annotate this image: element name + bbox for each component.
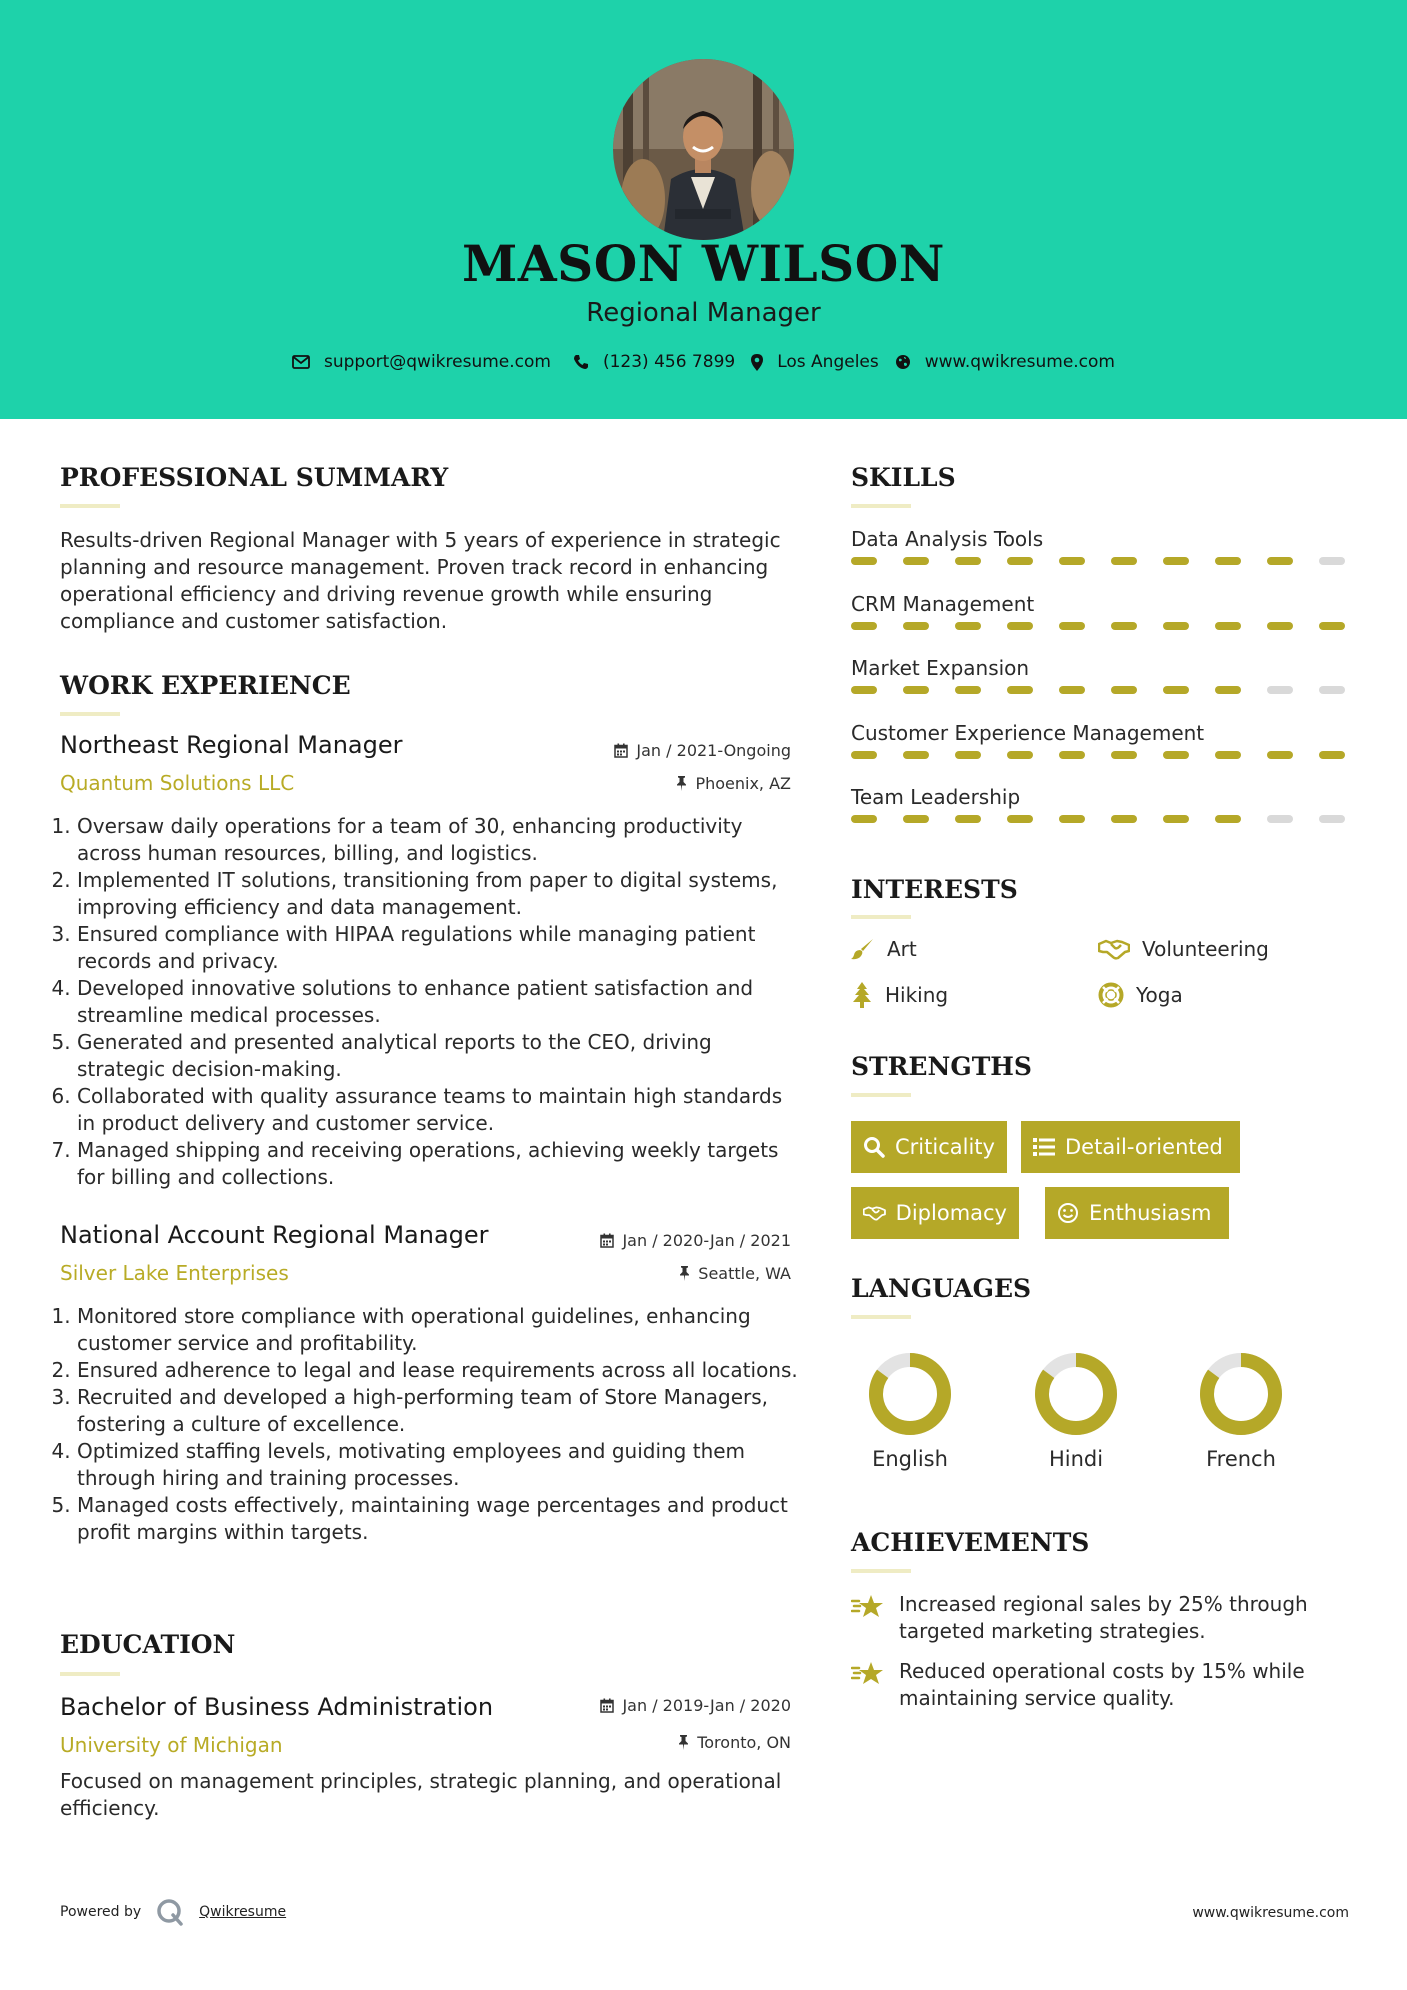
list-item: 4. Optimized staffing levels, motivating employees and guiding them through hiring and training processes.: [77, 1438, 804, 1492]
skill-row: [851, 656, 1349, 694]
strength-tag-diplomacy: [851, 1187, 1019, 1239]
skill-dot: [903, 751, 929, 759]
strengths-heading: STRENGTHS: [851, 1052, 1032, 1081]
skill-dot: [1215, 622, 1241, 630]
list-item: 3. Ensured compliance with HIPAA regulations while managing patient records and privacy.: [77, 921, 804, 975]
job-title: Northeast Regional Manager: [60, 731, 403, 759]
skill-name: Market Expansion: [851, 656, 1030, 680]
calendar-icon: [614, 743, 628, 758]
skill-dot: [1267, 622, 1293, 630]
skill-dot: [1111, 751, 1137, 759]
skill-row: [851, 592, 1349, 630]
job-location-text: Seattle, WA: [698, 1264, 791, 1283]
skill-dot: [1111, 622, 1137, 630]
achievement-item: [851, 1658, 1331, 1712]
interest-item-yoga: [1098, 982, 1183, 1008]
skill-dot: [1215, 815, 1241, 823]
achievement-text: Reduced operational costs by 15% while maintaining service quality.: [899, 1659, 1305, 1710]
interest-item-art: [851, 937, 917, 961]
skill-dot: [851, 686, 877, 694]
phone-text: (123) 456 7899: [602, 352, 736, 372]
strengths-divider: [851, 1093, 911, 1097]
skill-dot: [1319, 622, 1345, 630]
language-proficiency-ring: [1031, 1349, 1121, 1439]
skill-dot: [1163, 622, 1189, 630]
skill-dot: [1163, 686, 1189, 694]
skill-row: [851, 785, 1349, 823]
handshake-icon: [863, 1202, 886, 1224]
profile-photo: [613, 59, 794, 240]
skill-dot: [1319, 751, 1345, 759]
skill-dot: [1007, 557, 1033, 565]
strength-label: Criticality: [895, 1135, 995, 1159]
interest-label: Yoga: [1136, 983, 1183, 1007]
strength-tag-detail-oriented: [1021, 1121, 1240, 1173]
interests-heading: INTERESTS: [851, 875, 1018, 904]
language-proficiency-ring: [1196, 1349, 1286, 1439]
list-item: 3. Recruited and developed a high-performing team of Store Managers, fostering a culture of excellence.: [77, 1384, 804, 1438]
avatar: [613, 59, 794, 240]
skill-name: CRM Management: [851, 591, 1035, 616]
contact-bar: [0, 352, 1407, 372]
interest-label: Hiking: [885, 983, 949, 1007]
list-item: 1. Monitored store compliance with operational guidelines, enhancing customer service and profitability.: [77, 1303, 804, 1357]
skill-dot: [1267, 557, 1293, 565]
skill-name: Customer Experience Management: [851, 720, 1205, 745]
education-location-text: Toronto, ON: [697, 1733, 791, 1752]
strength-tag-enthusiasm: [1045, 1187, 1229, 1239]
language-name: English: [872, 1447, 948, 1471]
achievement-item: [851, 1591, 1331, 1645]
skills-divider: [851, 504, 911, 508]
pushpin-icon: [678, 1735, 689, 1750]
list-item: 4. Developed innovative solutions to enhance patient satisfaction and streamline medical processes.: [77, 975, 804, 1029]
school-name: University of Michigan: [60, 1733, 283, 1757]
list-item: 2. Implemented IT solutions, transitioning from paper to digital systems, improving efficiency and data management.: [77, 867, 804, 921]
list-item: 5. Managed costs effectively, maintaining wage percentages and product profit margins within targets.: [77, 1492, 804, 1546]
candidate-role: Regional Manager: [586, 298, 821, 328]
skill-dot: [1267, 815, 1293, 823]
job-location-text: Phoenix, AZ: [695, 774, 791, 793]
contact-phone[interactable]: [573, 352, 735, 372]
language-name: Hindi: [1048, 1447, 1104, 1471]
job-dates-text: Jan / 2020-Jan / 2021: [622, 1231, 791, 1250]
job-dates: [600, 1231, 791, 1250]
degree-title: Bachelor of Business Administration: [60, 1693, 494, 1721]
map-pin-icon: [751, 354, 763, 371]
footer-branding: [60, 1897, 286, 1927]
skill-dot: [1059, 557, 1085, 565]
skill-dot: [1215, 686, 1241, 694]
skill-rating: [851, 686, 1349, 694]
education-divider: [60, 1672, 120, 1676]
skill-dot: [955, 622, 981, 630]
skill-dot: [851, 622, 877, 630]
education-dates: [600, 1696, 791, 1715]
skill-dot: [955, 686, 981, 694]
award-star-icon: [851, 1658, 885, 1712]
calendar-icon: [600, 1233, 614, 1248]
skill-dot: [1319, 686, 1345, 694]
footer-website[interactable]: www.qwikresume.com: [1192, 1905, 1349, 1921]
skill-dot: [1215, 751, 1241, 759]
skill-dot: [903, 622, 929, 630]
contact-website[interactable]: [895, 352, 1115, 372]
language-item: [1016, 1349, 1136, 1471]
skill-dot: [1059, 751, 1085, 759]
skill-dot: [955, 751, 981, 759]
skill-dot: [955, 557, 981, 565]
list-item: 5. Generated and presented analytical reports to the CEO, driving strategic decision-making.: [77, 1029, 804, 1083]
strength-label: Diplomacy: [895, 1201, 1007, 1225]
skill-dot: [1111, 686, 1137, 694]
skill-dot: [1267, 751, 1293, 759]
lifebuoy-icon: [1098, 982, 1124, 1008]
skill-dot: [1267, 686, 1293, 694]
interest-item-volunteering: [1098, 937, 1269, 961]
skill-dot: [1007, 622, 1033, 630]
job-dates: [614, 741, 791, 760]
experience-heading: WORK EXPERIENCE: [60, 671, 351, 700]
strength-label: Enthusiasm: [1089, 1201, 1212, 1225]
skill-dot: [851, 815, 877, 823]
qwikresume-logo-icon: [155, 1897, 185, 1927]
email-text: support@qwikresume.com: [324, 352, 551, 372]
skills-heading: SKILLS: [851, 463, 956, 492]
skill-dot: [1007, 686, 1033, 694]
envelope-icon: [292, 355, 310, 369]
skill-dot: [1059, 622, 1085, 630]
award-star-icon: [851, 1591, 885, 1645]
pushpin-icon: [676, 776, 687, 791]
location-text: Los Angeles: [777, 352, 879, 372]
interest-label: Art: [887, 937, 917, 961]
interest-item-hiking: [851, 982, 948, 1008]
skill-dot: [1163, 815, 1189, 823]
tree-icon: [851, 982, 873, 1008]
globe-icon: [895, 354, 911, 370]
language-item: [1181, 1349, 1301, 1471]
language-name: French: [1206, 1447, 1276, 1471]
skill-dot: [1059, 686, 1085, 694]
smile-icon: [1057, 1202, 1079, 1224]
skill-dot: [1319, 815, 1345, 823]
skill-dot: [1215, 557, 1241, 565]
contact-email[interactable]: [292, 352, 551, 372]
skill-dot: [1007, 815, 1033, 823]
handshake-icon: [1098, 938, 1130, 960]
job-duties-list: [59, 1303, 804, 1546]
skill-dot: [903, 557, 929, 565]
skill-dot: [903, 815, 929, 823]
search-icon: [863, 1136, 885, 1158]
company-name: Quantum Solutions LLC: [60, 771, 295, 795]
powered-by-label: Powered by: [60, 1904, 142, 1920]
skill-name: Data Analysis Tools: [851, 527, 1044, 551]
skill-rating: [851, 557, 1349, 565]
skill-name: Team Leadership: [851, 785, 1021, 809]
education-location: [678, 1733, 791, 1752]
strength-label: Detail-oriented: [1065, 1135, 1223, 1159]
education-heading: EDUCATION: [60, 1630, 236, 1659]
languages-divider: [851, 1315, 911, 1319]
pushpin-icon: [679, 1266, 690, 1281]
brand-link[interactable]: Qwikresume: [199, 1904, 287, 1920]
paintbrush-icon: [851, 937, 875, 961]
job-title: National Account Regional Manager: [60, 1221, 489, 1249]
calendar-icon: [600, 1698, 614, 1713]
phone-icon: [573, 354, 589, 370]
achievements-heading: ACHIEVEMENTS: [851, 1528, 1090, 1557]
job-location: [676, 774, 791, 793]
skill-dot: [903, 686, 929, 694]
summary-text: Results-driven Regional Manager with 5 years of experience in strategic planning and resource management. Proven track record in enhancing operational efficiency and driving revenue growth while ensuring compliance and customer satisfaction.: [60, 528, 781, 633]
interests-divider: [851, 915, 911, 919]
skill-dot: [1319, 557, 1345, 565]
job-dates-text: Jan / 2021-Ongoing: [636, 741, 791, 760]
list-item: 6. Collaborated with quality assurance teams to maintain high standards in product delivery and customer service.: [77, 1083, 804, 1137]
skill-dot: [1007, 751, 1033, 759]
list-item: 7. Managed shipping and receiving operations, achieving weekly targets for billing and collections.: [77, 1137, 804, 1191]
skill-dot: [1163, 751, 1189, 759]
skill-rating: [851, 815, 1349, 823]
list-item: 1. Oversaw daily operations for a team of 30, enhancing productivity across human resources, billing, and logistics.: [77, 813, 804, 867]
achievements-divider: [851, 1569, 911, 1573]
language-item: [850, 1349, 970, 1471]
skill-dot: [1111, 557, 1137, 565]
skill-row: [851, 527, 1349, 565]
summary-heading: PROFESSIONAL SUMMARY: [60, 463, 449, 492]
candidate-name: MASON WILSON: [462, 234, 945, 293]
interest-label: Volunteering: [1142, 937, 1269, 961]
company-name: Silver Lake Enterprises: [60, 1261, 289, 1285]
resume-header: [0, 0, 1407, 419]
skill-rating: [851, 751, 1349, 759]
skill-dot: [1163, 557, 1189, 565]
contact-location: [751, 352, 879, 372]
experience-divider: [60, 712, 120, 716]
languages-heading: LANGUAGES: [851, 1274, 1032, 1303]
language-proficiency-ring: [865, 1349, 955, 1439]
list-icon: [1033, 1137, 1055, 1157]
skill-dot: [1059, 815, 1085, 823]
skill-row: [851, 721, 1349, 759]
website-text: www.qwikresume.com: [924, 352, 1115, 372]
education-dates-text: Jan / 2019-Jan / 2020: [622, 1696, 791, 1715]
skill-dot: [851, 751, 877, 759]
summary-divider: [60, 504, 120, 508]
strength-tag-criticality: [851, 1121, 1007, 1173]
education-description: Focused on management principles, strategic planning, and operational efficiency.: [60, 1769, 782, 1820]
job-duties-list: [59, 813, 804, 1191]
achievement-text: Increased regional sales by 25% through targeted marketing strategies.: [899, 1592, 1308, 1643]
job-location: [679, 1264, 791, 1283]
list-item: 2. Ensured adherence to legal and lease requirements across all locations.: [77, 1357, 804, 1384]
skill-dot: [955, 815, 981, 823]
skill-dot: [1111, 815, 1137, 823]
skill-rating: [851, 622, 1349, 630]
skill-dot: [851, 557, 877, 565]
